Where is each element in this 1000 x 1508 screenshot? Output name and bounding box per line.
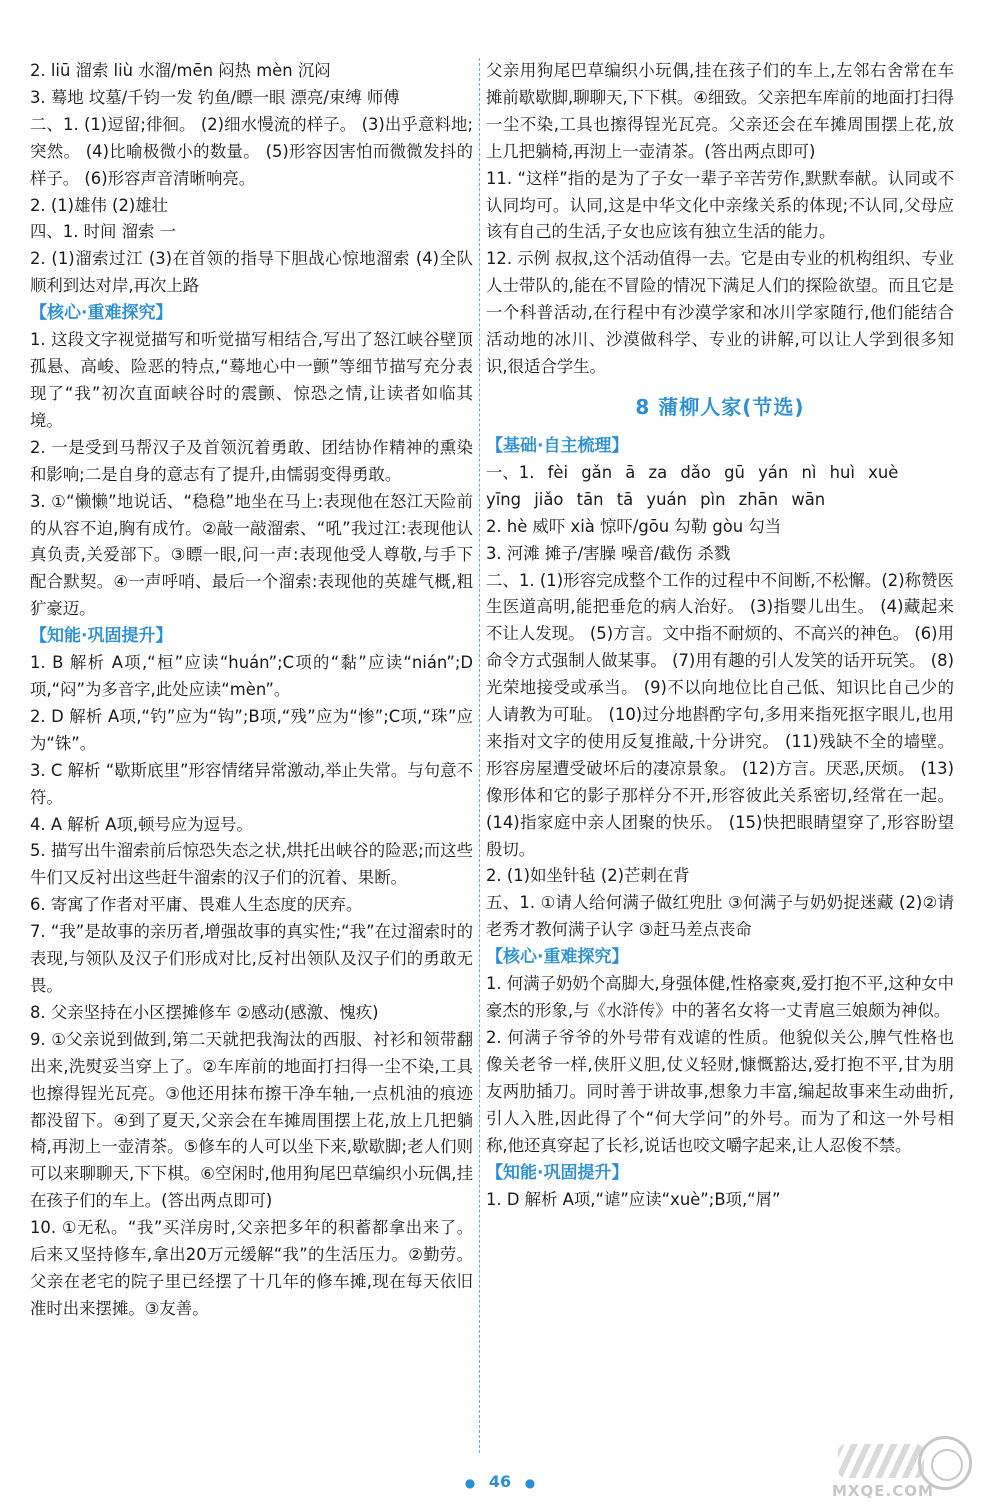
page-number: 46 [488,1472,512,1491]
section-heading: 【知能·巩固提升】 [30,626,173,647]
answer-paragraph: 2. (1)溜索过江 (3)在首领的指导下胆战心惊地溜索 (4)全队顺利到达对岸,再次上路 [30,249,473,296]
answer-paragraph: 2. 一是受到马帮汉子及首领沉着勇敢、团结协作精神的熏染和影响;二是自身的意志有了提升,由懦弱变得勇敢。 [30,437,473,484]
brush-stroke-icon [838,1444,924,1478]
answer-paragraph: 8. 父亲坚持在小区摆摊修车 ②感动(感激、愧疚) [30,1002,379,1022]
left-column [30,58,473,1323]
section-heading: 【核心·重难探究】 [30,303,173,324]
answer-paragraph: 3. 蓦地 坟墓/千钧一发 钓鱼/瞟一眼 漂亮/束缚 师傅 [30,87,400,107]
pinyin-line: yīng jiǎo tān tā yuán pìn zhān wān [486,489,826,509]
answer-paragraph: 3. C 解析 “歇斯底里”形容情绪异常激动,举止失常。与句意不符。 [30,760,473,807]
section-heading: 【知能·巩固提升】 [486,1162,629,1183]
answer-paragraph: 2. (1)雄伟 (2)雄壮 [30,195,169,215]
answer-paragraph: 2. 何满子爷爷的外号带有戏谑的性质。他貌似关公,脾气性格也像关老爷一样,侠肝义胆,仗义轻财,慷慨豁达,爱打抱不平,甘为朋友两肋插刀。同时善于讲故事,想象力丰富,编起故事来生动曲折,引人入胜,因此得了个“何大学问”的外号。而为了和这一外号相称,他还真穿起了长衫,说话也咬文嚼字起来,让人忍俊不禁。 [486,1028,954,1155]
right-column [486,58,954,1213]
column-divider [479,58,480,1453]
answer-paragraph: 6. 寄寓了作者对平庸、畏难人生态度的厌弃。 [30,895,363,915]
watermark-url: MXQE.COM [832,1482,934,1500]
answer-paragraph: 2. hè 威吓 xià 惊吓/gōu 勾勒 gòu 勾当 [486,516,782,536]
answer-paragraph: 2. liū 溜索 liù 水溜/mēn 闷热 mèn 沉闷 [30,61,331,80]
answer-paragraph: 3. 河滩 摊子/害臊 噪音/截伤 杀戮 [486,543,731,563]
answer-paragraph: 10. ①无私。“我”买洋房时,父亲把多年的积蓄都拿出来了。后来又坚持修车,拿出20万元缓解“我”的生活压力。②勤劳。父亲在老宅的院子里已经摆了十几年的修车摊,现在每天依旧准时出来摆摊。③友善。 [30,1218,473,1318]
answer-paragraph: 1. B 解析 A项,“桓”应读“huán”;C项的“黏”应读“nián”;D项,“闷”为多音字,此处应读“mèn”。 [30,653,473,700]
dot-icon: ● [464,1475,476,1490]
answer-paragraph: 9. ①父亲说到做到,第二天就把我淘汰的西服、衬衫和领带翻出来,洗熨妥当穿上了。②车库前的地面打扫得一尘不染,工具也擦得锃光瓦亮。③他还用抹布擦干净车轴,一点机油的痕迹都没留下。④到了夏天,父亲会在车摊周围摆上花,放上几把躺椅,再沏上一壶清茶。⑤修车的人可以坐下来,歇歇脚;老人们则可以来聊聊天,下下棋。⑥空闲时,他用狗尾巴草编织小玩偶,挂在孩子们的车上。(答出两点即可) [30,1029,473,1211]
lesson-title: 8 蒲柳人家(节选) [635,394,805,419]
answer-paragraph: 2. (1)如坐针毡 (2)芒刺在背 [486,866,690,886]
answer-paragraph: 五、1. ①请人给何满子做红兜肚 ③何满子与奶奶捉迷藏 (2)②请老秀才教何满子认字 ③赶马差点丧命 [486,893,954,940]
answer-paragraph: 四、1. 时间 溜索 一 [30,222,177,242]
answer-paragraph: 4. A 解析 A项,顿号应为逗号。 [30,814,253,834]
answer-paragraph: 5. 描写出牛溜索前后惊恐失态之状,烘托出峡谷的险恶;而这些牛们又反衬出这些赶牛溜索的汉子们的沉着、果断。 [30,841,473,888]
answer-paragraph: 1. 这段文字视觉描写和听觉描写相结合,写出了怒江峡谷壁顶孤悬、高峻、险恶的特点,“蓦地心中一颤”等细节描写充分表现了“我”初次直面峡谷时的震颤、惊恐之情,让读者如临其境。 [30,330,473,430]
answer-paragraph: 1. 何满子奶奶个高脚大,身强体健,性格豪爽,爱打抱不平,这种女中豪杰的形象,与《水浒传》中的著名女将一丈青扈三娘颇为神似。 [486,974,954,1021]
dot-icon: ● [524,1475,536,1490]
answer-paragraph: 12. 示例 叔叔,这个活动值得一去。它是由专业的机构组织、专业人士带队的,能在不冒险的情况下满足人们的探险欲望。而且它是一个科普活动,在行程中有沙漠学家和冰川学家随行,他们能结合活动地的冰川、沙漠做科学、专业的讲解,可以让人学到很多知识,很适合学生。 [486,249,954,376]
pinyin-line: 一、1. fèi gǎn ā za dǎo gū yán nì huì xuè [486,462,899,482]
answer-paragraph: 2. D 解析 A项,“钓”应为“钩”;B项,“残”应为“惨”;C项,“珠”应为“铢”。 [30,706,473,753]
answer-paragraph: 11. “这样”指的是为了子女一辈子辛苦劳作,默默奉献。认同或不认同均可。认同,这是中华文化中亲缘关系的体现;不认同,父母应该有自己的生活,子女也应该有独立生活的能力。 [486,168,954,242]
answer-paragraph: 父亲用狗尾巴草编织小玩偶,挂在孩子们的车上,左邻右舍常在车摊前歇歇脚,聊聊天,下下棋。④细致。父亲把车库前的地面打扫得一尘不染,工具也擦得锃光瓦亮。父亲还会在车摊周围摆上花,放上几把躺椅,再沏上一壶清茶。(答出两点即可) [486,61,954,161]
answer-paragraph: 二、1. (1)逗留;徘徊。 (2)细水慢流的样子。 (3)出乎意料地;突然。 (4)比喻极微小的数量。 (5)形容因害怕而微微发抖的样子。 (6)形容声音清晰响亮。 [30,114,473,188]
answer-paragraph: 二、1. (1)形容完成整个工作的过程中不间断,不松懈。(2)称赞医生医道高明,能把垂危的病人治好。 (3)指婴儿出生。 (4)藏起来不让人发现。 (5)方言。文中指不耐烦的、不高兴的神色。 (6)用命令方式强制人做某事。 (7)用有趣的引人发笑的话开玩笑。 (8)光荣地接受或承当。 (9)不以向地位比自己低、知识比自己少的人请教为可耻。 (10)过分地斟酌字句,多用来指死抠字眼儿,也用来指对文字的使用反复推敲,十分讲究。 (11)残缺不全的墙壁。形容房屋遭受破坏后的凄凉景象。 (12)方言。厌恶,厌烦。 (13)像形体和它的影子那样分不开,形容彼此关系密切,经常在一起。 (14)指家庭中亲人团聚的快乐。 (15)快把眼睛望穿了,形容盼望殷切。 [486,570,954,859]
answer-paragraph: 3. ①“懒懒”地说话、“稳稳”地坐在马上:表现他在怒江天险前的从容不迫,胸有成竹。②敲一敲溜索、“吼”我过江:表现他认真负责,关爱部下。③瞟一眼,问一声:表现他受人尊敬,与手下配合默契。④一声呼哨、最后一个溜索:表现他的英雄气概,粗犷豪迈。 [30,491,473,619]
answer-paragraph: 7. “我”是故事的亲历者,增强故事的真实性;“我”在过溜索时的表现,与领队及汉子们形成对比,反衬出领队及汉子们的勇敢无畏。 [30,922,473,995]
section-heading: 【核心·重难探究】 [486,947,629,968]
watermark-logo [828,1436,978,1500]
section-heading: 【基础·自主梳理】 [486,435,629,456]
answer-paragraph: 1. D 解析 A项,“谑”应读“xuè”;B项,“屑” [486,1189,781,1209]
